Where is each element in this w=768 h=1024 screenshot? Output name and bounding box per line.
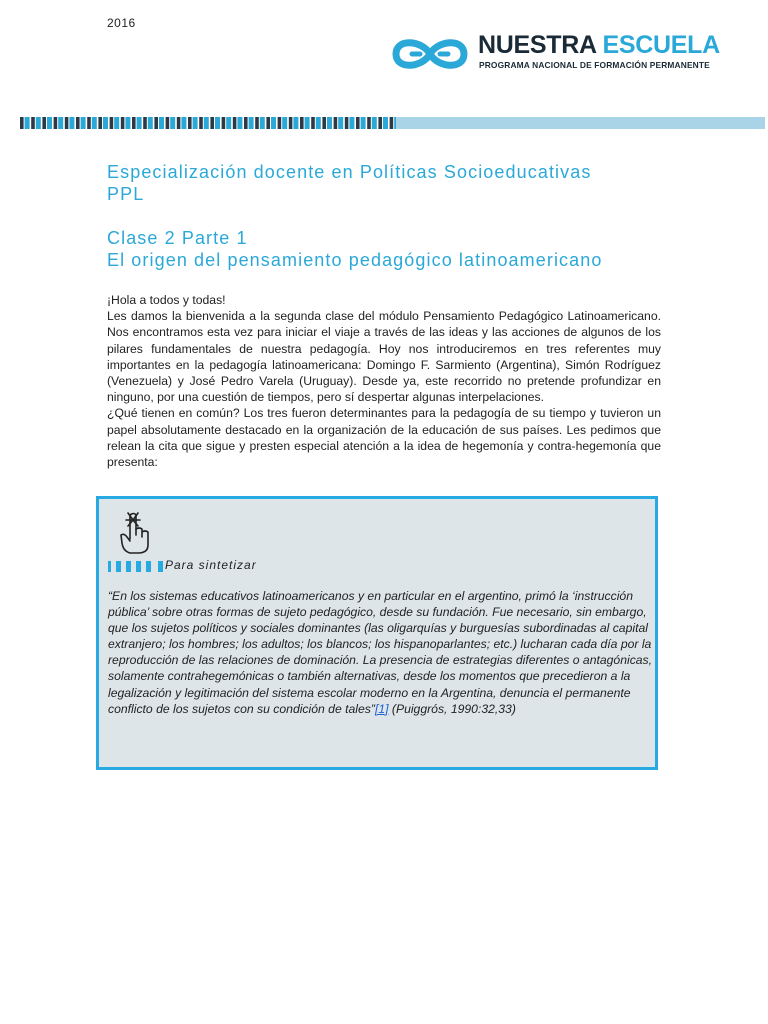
course-title-line2: PPL	[107, 184, 145, 204]
stripe-segment	[87, 117, 91, 129]
stripe-segment	[372, 117, 377, 129]
stripe-segment	[260, 117, 265, 129]
stripe-segment	[103, 117, 108, 129]
stripe-segment	[322, 117, 326, 129]
stripe-segment	[166, 117, 170, 129]
class-title-line2: El origen del pensamiento pedagógico latinoamericano	[107, 250, 603, 270]
stripe-segment	[289, 117, 293, 129]
stripe-segment	[121, 117, 125, 129]
stripe-segment	[110, 117, 114, 129]
stripe-segment	[367, 117, 371, 129]
stripe-segment	[210, 117, 214, 129]
stripe-segment	[244, 117, 248, 129]
stripe-segment	[233, 117, 237, 129]
stripe-segment	[188, 117, 192, 129]
stripe-segment	[282, 117, 287, 129]
quote-citation: (Puiggrós, 1990:32,33)	[388, 701, 516, 716]
footnote-link[interactable]: [1]	[374, 701, 389, 716]
stripe-segment	[54, 117, 58, 129]
stripe-segment	[36, 117, 41, 129]
stripe-segment	[293, 117, 298, 129]
stripe-segment	[222, 117, 226, 129]
stripe-segment	[383, 117, 388, 129]
finger-string-reminder-icon	[118, 511, 152, 555]
stripe-segment	[345, 117, 349, 129]
stripe-segment	[237, 117, 242, 129]
stripe-segment	[327, 117, 332, 129]
stripe-segment	[255, 117, 259, 129]
stripe-segment	[148, 117, 153, 129]
quote-text: “En los sistemas educativos latinoamericanos y en particular en el argentino, primó la ‘instrucción pública’ sobre otras formas de sujeto pedagógico, desde su fundación. Fue necesario, sin embargo, que los sujetos políticos y sociales dominantes (las oligarquías y burguesías subordinadas al capital extranjero; los hombres; los adultos; los blancos; los hispanoparlantes; etc.) lucharan cada día por la reproducción de las relaciones de dominación. La presencia de estrategias diferentes o antagónicas, solamente contrahegemónicas o también alternativas, desde los momentos que precedieron a la legalización y legitimación del sistema escolar moderno en la Argentina, denuncia el permanente conflicto de los sujetos con su condición de tales”	[108, 589, 653, 716]
stripe-segment	[69, 117, 74, 129]
stripe-segment	[349, 117, 354, 129]
stripe-segment	[193, 117, 198, 129]
callout-label-marker	[108, 561, 164, 573]
stripe-segment	[249, 117, 254, 129]
stripe-segment	[181, 117, 186, 129]
stripe-segment	[159, 117, 164, 129]
class-title-line1: Clase 2 Parte 1	[107, 228, 248, 248]
stripe-bar	[396, 117, 765, 129]
callout-quote	[108, 588, 653, 717]
stripe-segment	[199, 117, 203, 129]
stripe-segment	[334, 117, 338, 129]
stripe-segment	[226, 117, 231, 129]
intro-paragraph-1: Les damos la bienvenida a la segunda clase del módulo Pensamiento Pedagógico Latinoamericano. Nos encontramos esta vez para iniciar el viaje a través de las ideas y las acciones de algunos de los pilares fundamentales de nuestra pedagogía. Hoy nos introduciremos en tres referentes muy importantes en la pedagogía latinoamericana: Domingo F. Sarmiento (Argentina), Simón Rodríguez (Venezuela) y José Pedro Varela (Uruguay). Desde ya, este recorrido no pretende profundizar en ninguno, por una cuestión de tiempos, pero sí despertar algunas interpelaciones.	[107, 309, 661, 405]
stripe-segment	[47, 117, 52, 129]
intro-paragraph-2: ¿Qué tienen en común? Los tres fueron determinantes para la pedagogía de su tiempo y tuvieron un papel absolutamente destacado en la organización de la educación de sus países. Les pedimos que relean la cita que sigue y presten especial atención a la idea de hegemonía y contra-hegemonía que presenta:	[107, 406, 661, 470]
stripe-segment	[65, 117, 69, 129]
infinity-logo-icon	[390, 32, 470, 76]
stripe-segment	[76, 117, 80, 129]
stripe-segment	[300, 117, 304, 129]
stripe-segment	[154, 117, 158, 129]
stripe-segment	[316, 117, 321, 129]
logo-word-escuela: ESCUELA	[602, 31, 720, 59]
logo-word-nuestra: NUESTRA	[478, 31, 596, 59]
stripe-segment	[137, 117, 142, 129]
stripe-segment	[125, 117, 130, 129]
stripe-segment	[204, 117, 209, 129]
greeting: ¡Hola a todos y todas!	[107, 293, 226, 307]
logo-wordmark	[478, 30, 720, 60]
stripe-segment	[311, 117, 315, 129]
stripe-segment	[356, 117, 360, 129]
logo-tagline: PROGRAMA NACIONAL DE FORMACIÓN PERMANENTE	[479, 60, 710, 70]
stripe-segment	[31, 117, 35, 129]
stripe-segment	[305, 117, 310, 129]
document-year: 2016	[107, 16, 136, 30]
stripe-segment	[361, 117, 366, 129]
stripe-segment	[42, 117, 46, 129]
stripe-segment	[25, 117, 30, 129]
stripe-segment	[338, 117, 343, 129]
stripe-segment	[92, 117, 97, 129]
callout-box	[96, 496, 658, 770]
stripe-segment	[132, 117, 136, 129]
decorative-stripe-divider	[20, 117, 765, 129]
stripe-segment	[390, 117, 394, 129]
stripe-segment	[170, 117, 175, 129]
stripe-segment	[266, 117, 270, 129]
nuestra-escuela-logo	[390, 30, 720, 76]
stripe-segment	[81, 117, 86, 129]
stripe-segment	[177, 117, 181, 129]
stripe-segment	[278, 117, 282, 129]
stripe-segment	[98, 117, 102, 129]
stripe-segment	[143, 117, 147, 129]
stripe-segment	[215, 117, 220, 129]
intro-body	[107, 292, 661, 470]
stripe-segment	[271, 117, 276, 129]
stripe-segment	[378, 117, 382, 129]
stripe-segment	[20, 117, 24, 129]
course-title-line1: Especialización docente en Políticas Socioeducativas	[107, 162, 592, 182]
stripe-segment	[114, 117, 119, 129]
callout-label: Para sintetizar	[165, 558, 257, 572]
stripe-segment	[58, 117, 63, 129]
